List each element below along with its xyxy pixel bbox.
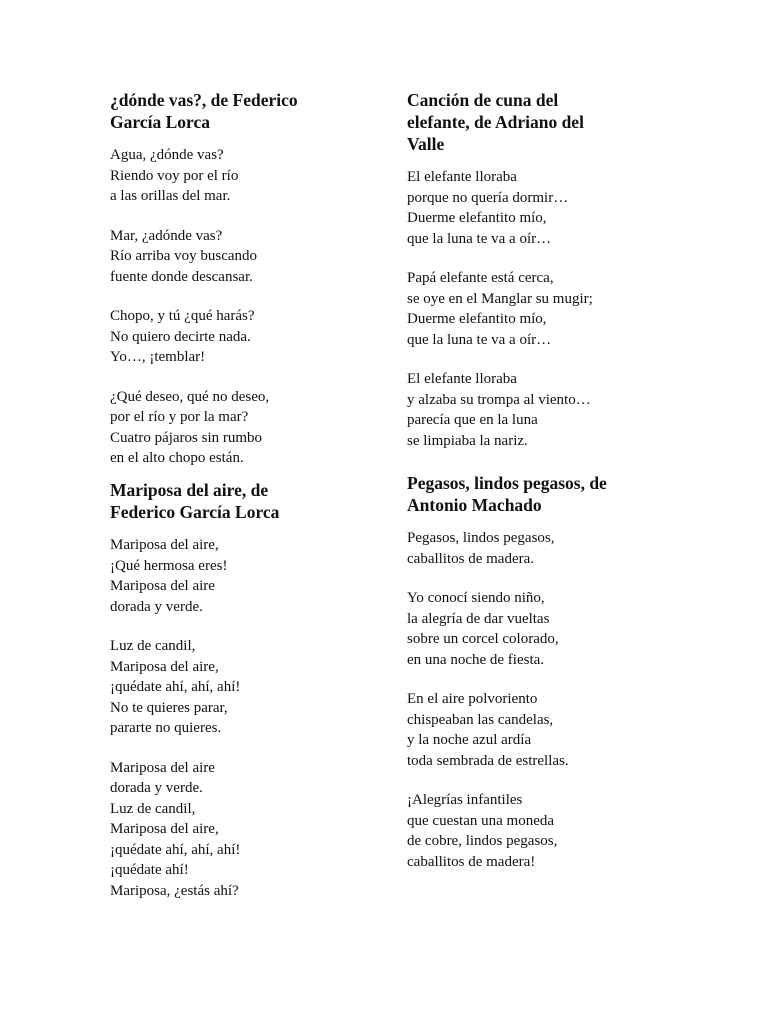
title-line: Valle [407, 134, 445, 154]
verse-line: Mariposa del aire, [110, 658, 219, 675]
stanza [407, 369, 593, 451]
verse-line: Duerme elefantito mío, [407, 210, 547, 226]
verse-line: a las orillas del mar. [110, 188, 231, 204]
title-line: ¿dónde vas?, de Federico [110, 90, 298, 110]
verse-line: ¡quédate ahí, ahí, ahí! [110, 841, 241, 858]
verse-line: que la luna te va a oír… [407, 230, 552, 247]
verse-line: y la noche azul ardía [407, 732, 532, 748]
verse-line: ¡quédate ahí! [110, 862, 189, 878]
verse-line: Río arriba voy buscando [110, 248, 258, 264]
verse-line: ¡Qué hermosa eres! [110, 557, 228, 574]
verse-line: En el aire polvoriento [407, 691, 538, 707]
verse-line: la alegría de dar vueltas [407, 610, 550, 627]
verse-line: y alzaba su trompa al viento… [407, 391, 591, 408]
poem-cancion-de-cuna-del-elefante [407, 89, 593, 451]
verse-line: Mariposa del aire, [110, 537, 219, 553]
stanza [110, 387, 298, 469]
verse-line: por el río y por la mar? [110, 409, 249, 425]
poem-title [110, 479, 279, 523]
verse-line: de cobre, lindos pegasos, [407, 833, 558, 849]
verse-line: No te quieres parar, [110, 699, 228, 716]
verse-line: se limpiaba la nariz. [407, 432, 528, 449]
title-line: Mariposa del aire, de [110, 480, 269, 500]
stanza [407, 528, 607, 569]
verse-line: Papá elefante está cerca, [407, 270, 554, 286]
stanza [110, 226, 298, 288]
verse-line: en una noche de fiesta. [407, 651, 545, 668]
verse-line: chispeaban las candelas, [407, 711, 554, 728]
verse-line: parecía que en la luna [407, 412, 538, 428]
verse-line: Cuatro pájaros sin rumbo [110, 429, 263, 446]
verse-line: pararte no quieres. [110, 720, 222, 736]
verse-line: caballitos de madera. [407, 550, 535, 567]
stanza [110, 306, 298, 368]
verse-line: sobre un corcel colorado, [407, 631, 559, 647]
verse-line: toda sembrada de estrellas. [407, 752, 569, 769]
verse-line: Mariposa del aire [110, 759, 215, 776]
poem-pegasos-lindos-pegasos [407, 472, 607, 872]
verse-line: Mariposa del aire [110, 578, 215, 594]
verse-line: Yo conocí siendo niño, [407, 590, 545, 606]
verse-line: dorada y verde. [110, 780, 203, 796]
verse-line: Agua, ¿dónde vas? [110, 147, 224, 163]
title-line: Federico García Lorca [110, 502, 280, 522]
verse-line: ¡Alegrías infantiles [407, 792, 523, 808]
verse-line: porque no quería dormir… [407, 189, 569, 206]
verse-line: en el alto chopo están. [110, 450, 244, 466]
stanza [110, 758, 279, 902]
verse-line: Yo…, ¡temblar! [110, 349, 206, 365]
poem-title [407, 472, 607, 516]
stanza [407, 268, 593, 350]
title-line: García Lorca [110, 112, 210, 132]
verse-line: se oye en el Manglar su mugir; [407, 290, 593, 307]
verse-line: Riendo voy por el río [110, 167, 239, 184]
verse-line: ¿Qué deseo, qué no deseo, [110, 388, 270, 405]
poem-title [110, 89, 298, 133]
title-line: Canción de cuna del [407, 90, 559, 110]
verse-line: Mar, ¿adónde vas? [110, 227, 223, 244]
verse-line: que cuestan una moneda [407, 812, 555, 829]
verse-line: dorada y verde. [110, 598, 203, 615]
verse-line: Mariposa, ¿estás ahí? [110, 882, 239, 899]
poem-title [407, 89, 593, 155]
verse-line: caballitos de madera! [407, 853, 536, 870]
verse-line: El elefante lloraba [407, 371, 517, 387]
verse-line: El elefante lloraba [407, 169, 517, 185]
verse-line: No quiero decirte nada. [110, 328, 251, 345]
stanza [110, 535, 279, 617]
title-line: Antonio Machado [407, 495, 542, 515]
verse-line: ¡quédate ahí, ahí, ahí! [110, 679, 241, 695]
stanza [110, 636, 279, 739]
verse-line: Mariposa del aire, [110, 821, 219, 837]
stanza [110, 145, 298, 207]
stanza [407, 588, 607, 670]
stanza [407, 167, 593, 249]
title-line: Pegasos, lindos pegasos, de [407, 473, 607, 493]
poem-mariposa-del-aire [110, 479, 279, 901]
title-line: elefante, de Adriano del [407, 112, 584, 132]
verse-line: que la luna te va a oír… [407, 331, 552, 348]
verse-line: Duerme elefantito mío, [407, 311, 547, 327]
verse-line: Luz de candil, [110, 800, 196, 817]
poem-donde-vas [110, 89, 298, 469]
verse-line: fuente donde descansar. [110, 268, 253, 285]
verse-line: Luz de candil, [110, 638, 196, 654]
verse-line: Chopo, y tú ¿qué harás? [110, 308, 255, 324]
verse-line: Pegasos, lindos pegasos, [407, 530, 555, 546]
stanza [407, 689, 607, 771]
stanza [407, 790, 607, 872]
